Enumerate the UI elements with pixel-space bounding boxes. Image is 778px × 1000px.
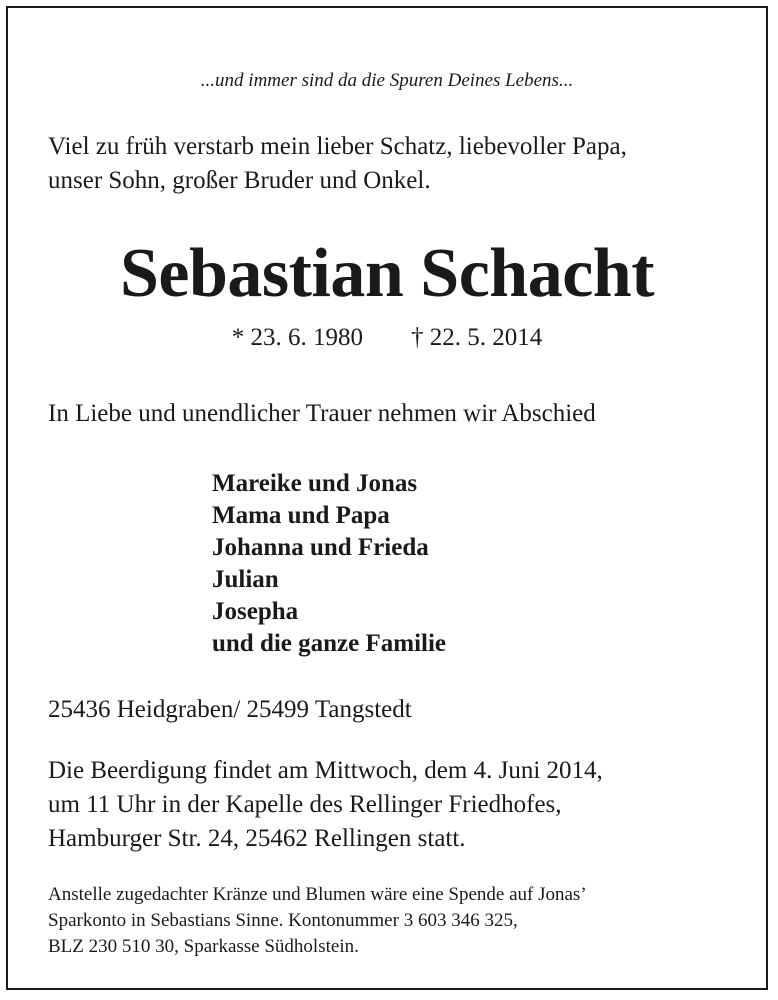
mourner-item: Josepha <box>212 598 299 625</box>
funeral-line: um 11 Uhr in der Kapelle des Rellinger Friedhofes, <box>48 791 562 818</box>
funeral-info <box>48 754 731 856</box>
intro-text <box>48 130 731 198</box>
birth-date: * 23. 6. 1980 <box>231 324 363 351</box>
funeral-line: Die Beerdigung findet am Mittwoch, dem 4. Juni 2014, <box>48 757 603 784</box>
donation-line: BLZ 230 510 30, Sparkasse Südholstein. <box>48 936 359 957</box>
mourner-item: Johanna und Frieda <box>212 534 429 561</box>
mourner-item: und die ganze Familie <box>212 630 447 657</box>
death-date: † 22. 5. 2014 <box>411 324 543 351</box>
mourner-item: Mama und Papa <box>212 502 390 529</box>
mourners-list <box>212 468 446 660</box>
funeral-line: Hamburger Str. 24, 25462 Rellingen statt. <box>48 825 466 852</box>
motto: ...und immer sind da die Spuren Deines Lebens... <box>200 70 574 91</box>
obituary-frame <box>6 6 768 990</box>
deceased-name: Sebastian Schacht <box>119 235 655 312</box>
donation-note <box>48 882 731 960</box>
intro-line: unser Sohn, großer Bruder und Onkel. <box>48 167 431 194</box>
address: 25436 Heidgraben/ 25499 Tangstedt <box>48 696 412 723</box>
life-dates <box>8 324 766 352</box>
intro-line: Viel zu früh verstarb mein lieber Schatz, liebevoller Papa, <box>48 133 627 160</box>
mourner-item: Julian <box>212 566 279 593</box>
donation-line: Sparkonto in Sebastians Sinne. Kontonummer 3 603 346 325, <box>48 910 518 931</box>
mourner-item: Mareike und Jonas <box>212 470 418 497</box>
donation-line: Anstelle zugedachter Kränze und Blumen wäre eine Spende auf Jonas’ <box>48 884 587 905</box>
farewell-text: In Liebe und unendlicher Trauer nehmen wir Abschied <box>48 400 596 427</box>
